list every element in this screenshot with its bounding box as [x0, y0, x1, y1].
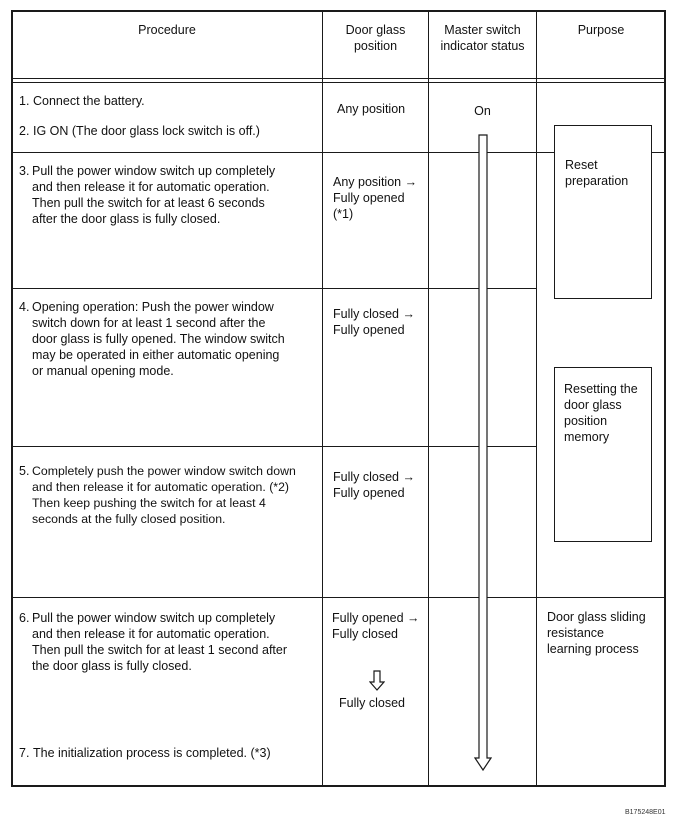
header-procedure: Procedure — [138, 23, 196, 37]
step-text: Pull the power window switch up completely and then release it for automatic operation. Then pull the switch for at least 1 second after the door glass is fully closed. — [32, 611, 287, 673]
step-number: 5. — [19, 464, 30, 478]
position-row-6: Fully opened → Fully closed — [332, 611, 420, 641]
step-text: IG ON (The door glass lock switch is off.) — [33, 124, 260, 138]
header-master-switch-status: Master switch indicator status — [440, 23, 525, 53]
step-text: The initialization process is completed. (*3) — [33, 746, 271, 760]
indicator-on-arrow-icon — [474, 134, 492, 774]
step-text: Connect the battery. — [33, 94, 145, 108]
header-purpose: Purpose — [577, 23, 625, 37]
step-text: Opening operation: Push the power window switch down for at least 1 second after the door glass is fully opened. The window switch may be operated in either automatic opening or manual opening mode. — [32, 300, 285, 378]
position-row-1: Any position — [337, 102, 406, 116]
column-divider-3 — [536, 10, 537, 787]
header-divider — [11, 78, 665, 79]
purpose-reset-preparation-box — [554, 125, 652, 299]
step-number: 6. — [19, 611, 30, 625]
table-border-right — [664, 10, 666, 787]
position-row-6-final: Fully closed — [339, 696, 405, 710]
header-divider-2 — [11, 82, 665, 83]
position-row-4: Fully closed → Fully opened — [333, 307, 415, 337]
row-divider-3 — [11, 446, 537, 447]
row-divider-2 — [11, 288, 537, 289]
header-door-glass-position: Door glass position — [345, 23, 406, 53]
step-text: Completely push the power window switch down and then release it for automatic operation. (*2) Then keep pushing the switch for at least 4 seconds at the fully closed position. — [32, 464, 296, 526]
purpose-learning: Door glass sliding resistance learning process — [547, 610, 646, 656]
table-border-left — [11, 10, 13, 787]
step-number: 7. — [19, 746, 30, 760]
purpose-resetting-memory-box — [554, 367, 652, 542]
table-border-top — [11, 10, 665, 12]
down-arrow-icon — [369, 670, 385, 692]
column-divider-1 — [322, 10, 323, 787]
row-divider-4 — [11, 597, 665, 598]
step-number: 3. — [19, 164, 30, 178]
column-divider-2 — [428, 10, 429, 787]
step-number: 2. — [19, 124, 30, 138]
step-text: Pull the power window switch up completely and then release it for automatic operation. Then pull the switch for at least 6 seconds after the door glass is fully closed. — [32, 164, 276, 226]
purpose-resetting-memory: Resetting the door glass position memory — [564, 382, 638, 444]
step-number: 4. — [19, 300, 30, 314]
step-number: 1. — [19, 94, 30, 108]
table-border-bottom — [11, 785, 665, 787]
position-row-5: Fully closed → Fully opened — [333, 470, 415, 500]
figure-id: B175248E01 — [625, 809, 666, 816]
indicator-status: On — [474, 104, 491, 118]
position-row-3: Any position → Fully opened (*1) — [333, 175, 418, 221]
purpose-reset-preparation: Reset preparation — [565, 158, 629, 188]
